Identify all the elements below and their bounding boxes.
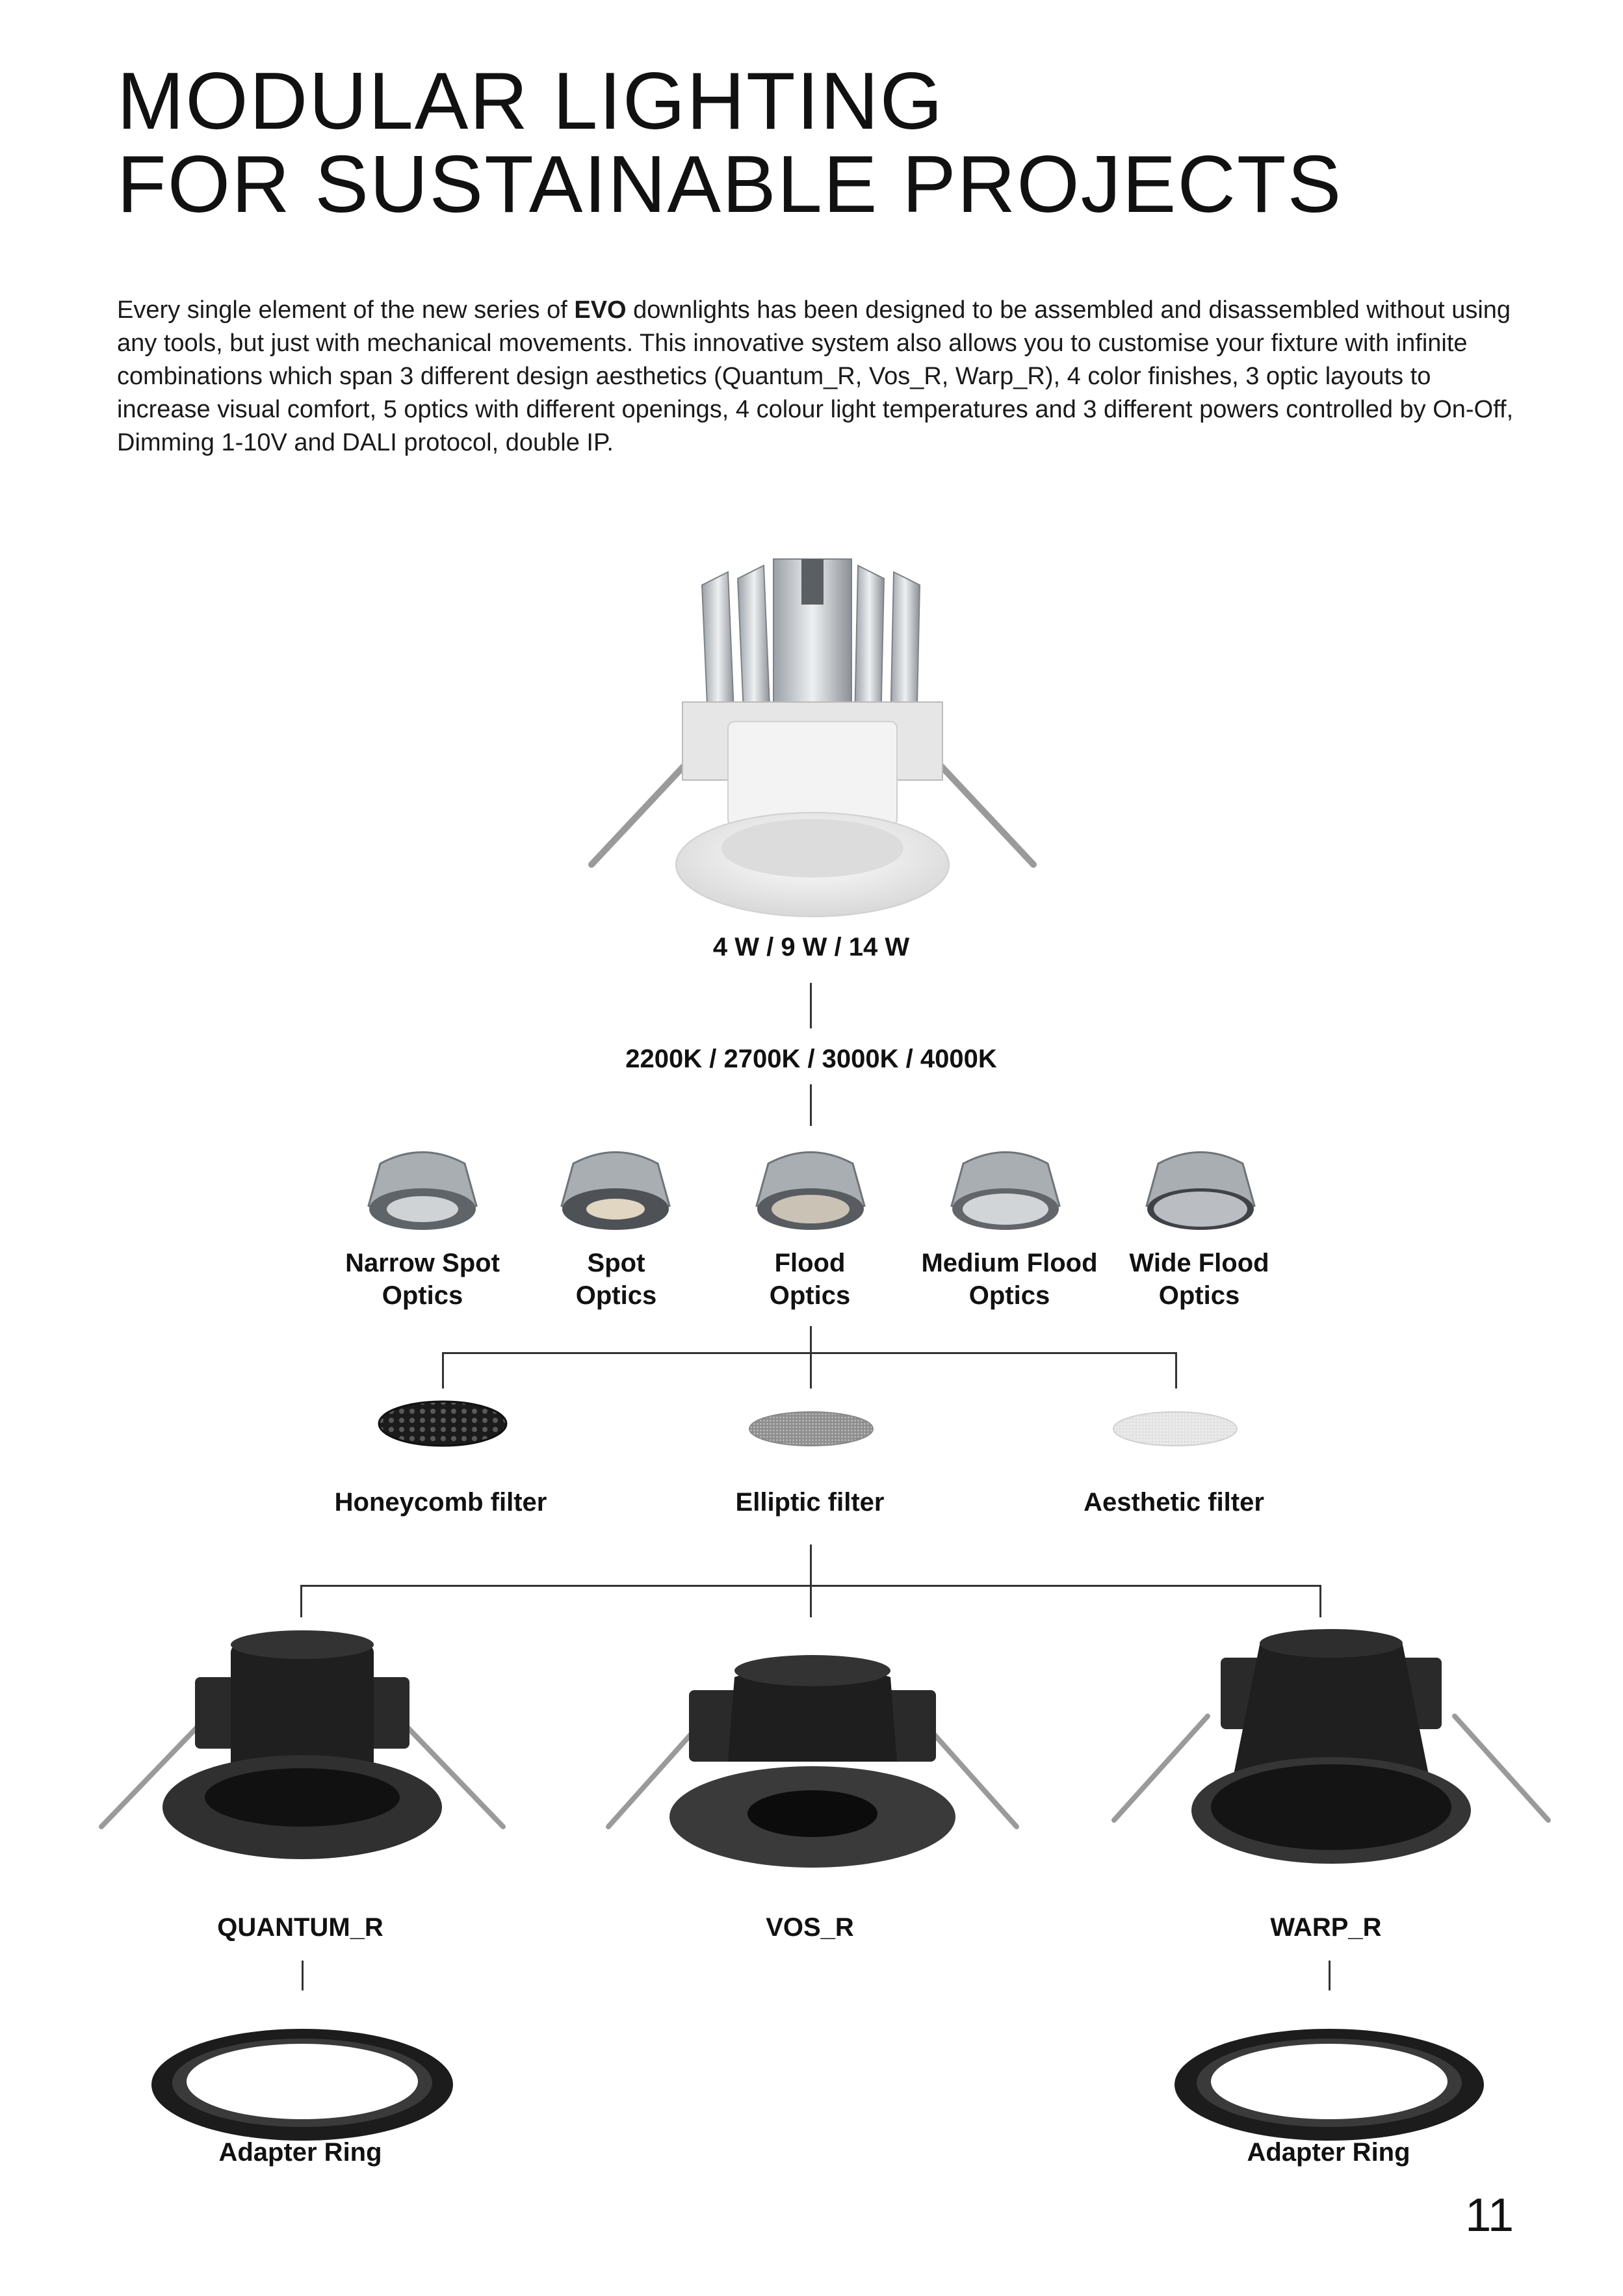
connector-line [810,1084,812,1126]
title-line-1: MODULAR LIGHTING [117,57,944,146]
connector-line [300,1585,1321,1587]
filter-label-elliptic: Elliptic filter [735,1488,885,1517]
optic-flood-image [749,1144,872,1235]
adapter-label-left: Adapter Ring [218,2138,382,2167]
connector-line [1175,1352,1177,1389]
optic-label-spot [576,1247,656,1312]
design-label-vos-r: VOS_R [766,1913,854,1942]
optic-label-wide-flood [1129,1247,1269,1312]
connector-line [442,1352,444,1389]
optic-label-line: Optics [1158,1281,1240,1310]
optic-label-line: Optics [968,1281,1050,1310]
optic-label-line: Narrow Spot [345,1249,500,1277]
warp-r-fixture-image [1110,1625,1552,1879]
optic-label-narrow-spot [345,1247,500,1312]
optic-label-line: Spot [587,1249,645,1277]
optic-label-medium-flood [921,1247,1097,1312]
design-label-quantum-r: QUANTUM_R [217,1913,383,1942]
optic-medium-flood-image [944,1144,1067,1235]
main-fixture-image [578,559,1046,923]
optic-label-line: Medium Flood [921,1249,1098,1277]
intro-paragraph [117,294,1514,460]
adapter-ring-left-image [146,2023,458,2146]
title-line-2: FOR SUSTAINABLE PROJECTS [117,140,1343,229]
optic-label-line: Optics [575,1281,657,1310]
connector-line [810,1326,812,1389]
connector-line [1329,1961,1331,1990]
connector-line [810,1545,812,1617]
intro-before: Every single element of the new series of [117,296,575,324]
optic-spot-image [554,1144,677,1235]
temperature-label: 2200K / 2700K / 3000K / 4000K [625,1045,997,1073]
connector-line [1319,1585,1321,1617]
intro-after: downlights has been designed to be assembled and disassembled without using any tools, but just with mechanical movements. This innovative system also allows you to customise your fixture with infinite combinations which span 3 different design aesthetics (Quantum_R, Vos_R, Warp_R), 4 color finishes, 3 optic layouts to increase visual comfort, 5 optics with different openings, 4 colour light temperatures and 3 different powers controlled by On-Off, Dimming 1-10V and DALI protocol, double IP. [117,296,1514,456]
connector-line [300,1585,302,1617]
connector-line [810,983,812,1028]
design-label-warp-r: WARP_R [1270,1913,1382,1942]
optic-label-line: Wide Flood [1129,1249,1269,1277]
optic-label-flood [770,1247,850,1312]
power-label: 4 W / 9 W / 14 W [712,933,910,961]
optic-label-line: Flood [774,1249,846,1277]
aesthetic-filter-image [1110,1409,1240,1448]
honeycomb-filter-image [376,1398,510,1450]
page-number: 11 [1465,2189,1514,2241]
connector-line [302,1961,304,1990]
vos-r-fixture-image [604,1651,1020,1872]
adapter-label-right: Adapter Ring [1247,2138,1410,2167]
connector-line [442,1352,1177,1354]
elliptic-filter-image [746,1409,876,1448]
filter-label-aesthetic: Aesthetic filter [1084,1488,1264,1517]
optic-narrow-spot-image [361,1144,484,1235]
optic-wide-flood-image [1139,1144,1262,1235]
optic-label-line: Optics [382,1281,463,1310]
intro-brand: EVO [574,296,627,324]
filter-label-honeycomb: Honeycomb filter [334,1488,547,1517]
page-title [117,57,1343,229]
adapter-ring-right-image [1170,2023,1488,2146]
optic-label-line: Optics [769,1281,851,1310]
quantum-r-fixture-image [97,1632,507,1879]
